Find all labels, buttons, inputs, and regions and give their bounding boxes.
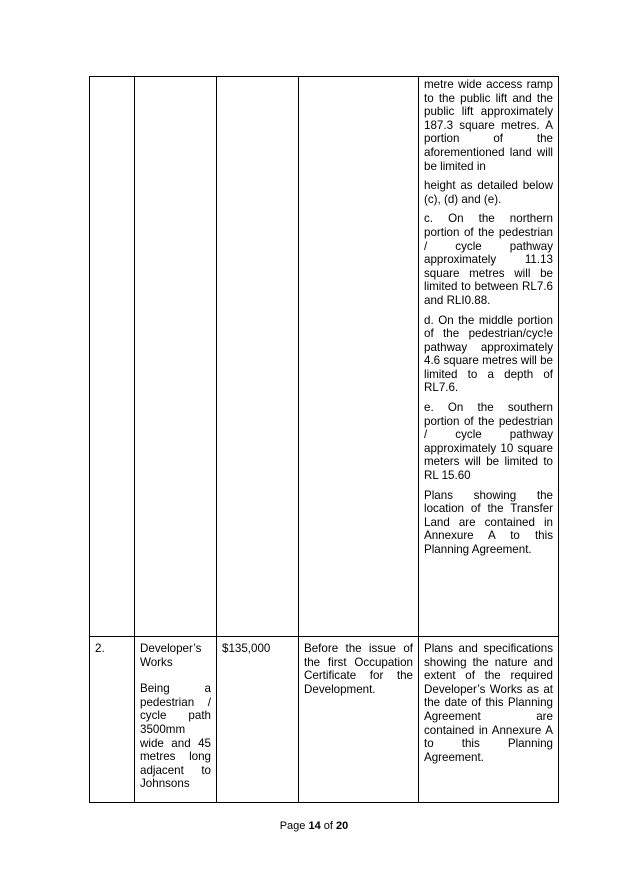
current-page: 14 — [308, 820, 321, 832]
details-paragraph: height as detailed below (c), (d) and (e). — [424, 179, 553, 206]
cell-timing — [299, 77, 419, 637]
timing-cell: Before the issue of the first Occupation Certificate for the Development. — [299, 637, 419, 803]
cell-value — [217, 77, 299, 637]
cell-details — [419, 77, 559, 637]
item-title: Developer’s Works — [140, 642, 202, 669]
page-footer — [0, 820, 628, 832]
total-pages: 20 — [336, 820, 349, 832]
table-row — [90, 637, 559, 803]
cell-number — [90, 77, 135, 637]
details-paragraph: c. On the northern portion of the pedestrian / cycle pathway approximately 11.13 square metres will be limited to between RL7.6 and RLI0.88. — [424, 212, 553, 307]
table-row — [90, 77, 559, 637]
details-paragraph: e. On the southern portion of the pedestrian / cycle pathway approximately 10 square meters will be limited to RL 15.60 — [424, 401, 553, 483]
details-paragraph: d. On the middle portion of the pedestrian/cyc!e pathway approximately 4.6 square metres will be limited to a depth of RL7.6. — [424, 313, 553, 395]
page-label: Page — [279, 820, 306, 832]
item-description: Being a pedestrian / cycle path 3500mm wide and 45 metres long adjacent to Johnsons — [140, 682, 211, 791]
details-paragraph: Plans showing the location of the Transfer Land are contained in Annexure A to this Planning Agreement. — [424, 488, 553, 556]
value-cell: $135,000 — [217, 637, 299, 803]
item-cell — [135, 637, 217, 803]
of-label: of — [323, 820, 333, 832]
cell-item — [135, 77, 217, 637]
details-paragraph: metre wide access ramp to the public lift and the public lift approximately 187.3 square metres. A portion of the aforementioned land will be limited in — [424, 78, 553, 173]
row-number: 2. — [90, 637, 135, 803]
details-cell: Plans and specifications showing the nature and extent of the required Developer’s Works as at the date of this Planning Agreement are contained in Annexure A to this Planning Agreement. — [419, 637, 559, 803]
agreement-table — [89, 76, 559, 803]
